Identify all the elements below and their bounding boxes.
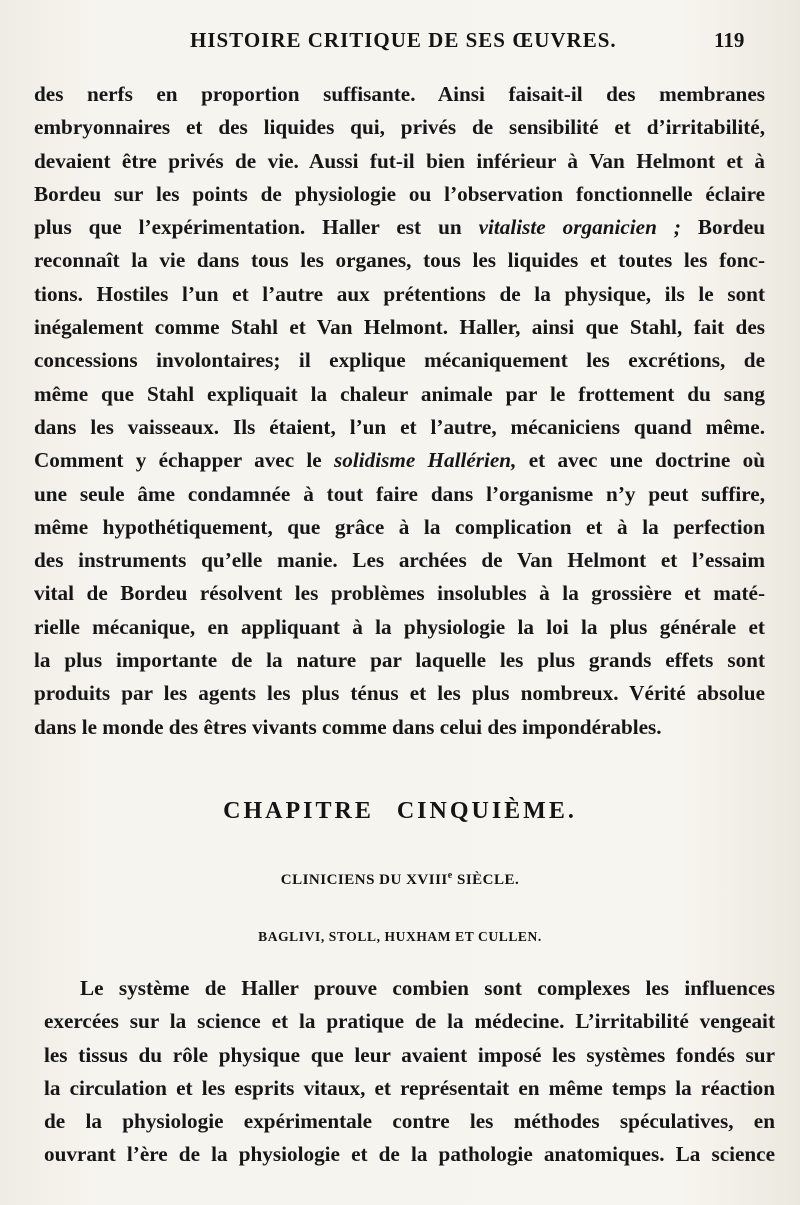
text-line: les tissus du rôle physique que leur avaient imposé les systèmes fondés sur: [44, 1042, 775, 1067]
running-title: HISTOIRE CRITIQUE DE SES ŒUVRES.: [190, 28, 617, 52]
paragraph-opening: [44, 972, 775, 1172]
text-line: rielle mécanique, en appliquant à la physiologie la loi la plus générale et: [34, 614, 765, 639]
text-line: de la physiologie expérimentale contre les méthodes spéculatives, en: [44, 1109, 775, 1134]
text-line: embryonnaires et des liquides qui, privés de sensibilité et d’irritabilité,: [34, 115, 765, 140]
text-line: inégalement comme Stahl et Van Helmont. Haller, ainsi que Stahl, fait des: [34, 315, 765, 340]
text-line: dans le monde des êtres vivants comme dans celui des impondérables.: [34, 714, 662, 739]
text-line: devaient être privés de vie. Aussi fut-il bien inférieur à Van Helmont et à: [34, 148, 765, 173]
text-line: Bordeu sur les points de physiologie ou l’observation fonctionnelle éclaire: [34, 181, 765, 206]
text-line: des instruments qu’elle manie. Les archées de Van Helmont et l’essaim: [34, 548, 765, 573]
chapter-title: CHAPITRE CINQUIÈME.: [223, 798, 577, 824]
page-number: 119: [714, 28, 745, 52]
text-segment: Bordeu: [680, 215, 765, 240]
text-line: concessions involontaires; il explique mécaniquement les excrétions, de: [34, 348, 765, 373]
text-line: des nerfs en proportion suffisante. Ainsi faisait-il des membranes: [34, 82, 765, 106]
text-line: la plus importante de la nature par laquelle les plus grands effets sont: [34, 648, 765, 673]
text-line: exercées sur la science et la pratique de la médecine. L’irritabilité vengeait: [44, 1009, 775, 1034]
paragraph-continuation: [34, 78, 765, 744]
chapter-subtitle: [0, 870, 800, 889]
text-line: la circulation et les esprits vitaux, et représentait en même temps la réaction: [44, 1075, 775, 1100]
subtitle-text: SIÈCLE.: [452, 872, 520, 888]
subtitle-text: CLINICIENS DU XVIII: [280, 872, 448, 888]
text-line-with-italic: [34, 444, 765, 477]
text-segment: plus que l’expérimentation. Haller est un: [34, 215, 479, 240]
text-line: même hypothétiquement, que grâce à la complication et à la perfection: [34, 514, 765, 539]
text-line: tions. Hostiles l’un et l’autre aux prétentions de la physique, ils le sont: [34, 281, 765, 306]
text-segment: Comment y échapper avec le: [34, 448, 334, 473]
text-line: reconnaît la vie dans tous les organes, tous les liquides et toutes les fonc-: [34, 248, 765, 273]
subtitle-superscript: e: [447, 870, 453, 881]
text-line: produits par les agents les plus ténus et les plus nombreux. Vérité absolue: [34, 681, 765, 706]
text-line: dans les vaisseaux. Ils étaient, l’un et l’autre, mécaniciens quand même.: [34, 414, 765, 439]
italic-term: solidisme Hallérien,: [334, 448, 517, 473]
text-line: une seule âme condamnée à tout faire dans l’organisme n’y peut suffire,: [34, 481, 765, 506]
text-line: vital de Bordeu résolvent les problèmes insolubles à la grossière et maté-: [34, 581, 765, 606]
italic-term: vitaliste organicien ;: [478, 215, 681, 240]
text-line: ouvrant l’ère de la physiologie et de la pathologie anatomiques. La science: [44, 1142, 775, 1167]
text-line: même que Stahl expliquait la chaleur animale par le frottement du sang: [34, 381, 765, 406]
text-segment: et avec une doctrine où: [516, 448, 766, 473]
chapter-names: BAGLIVI, STOLL, HUXHAM ET CULLEN.: [258, 929, 542, 944]
text-line-with-italic: [34, 211, 765, 244]
running-head: [0, 28, 800, 56]
text-line: Le système de Haller prouve combien sont complexes les influences: [80, 976, 775, 1000]
